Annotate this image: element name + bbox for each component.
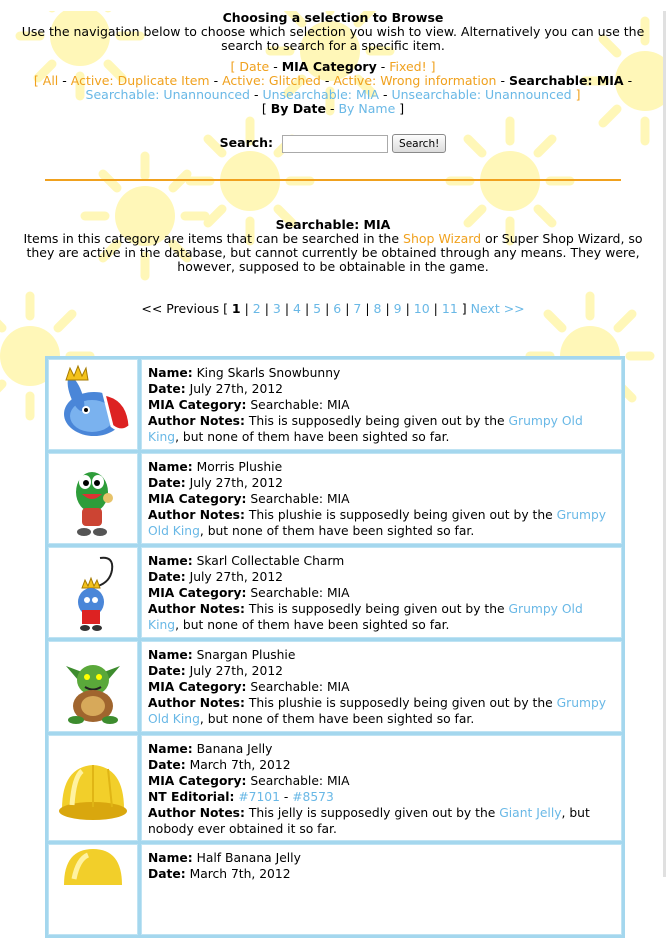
search-input[interactable] [282,135,388,153]
nt-editorial-link[interactable]: #8573 [292,790,334,804]
nav-line-2: [ All - Active: Duplicate Item - Active: Glitched - Active: Wrong information - Searchable: MIA - Searchable: Unannounced - Unsearchable: MIA - Unsearchable: Unannounced ] [33,73,633,102]
item-name: Skarl Collectable Charm [196,554,345,568]
grumpy-old-king-link[interactable]: Grumpy Old King [148,414,583,444]
item-info: Name: Morris Plushie Date: July 27th, 2012 MIA Category: Searchable: MIA Author Notes: This plushie is supposedly being given out by the Grumpy Old King, but none of them have been sighted so far. [141,453,622,544]
item-name: Half Banana Jelly [196,851,301,865]
item-date: July 27th, 2012 [189,382,283,396]
item-date: July 27th, 2012 [189,476,283,490]
item-date: July 27th, 2012 [189,570,283,584]
nav-mia-category: MIA Category [281,59,377,74]
list-item [48,735,622,841]
item-name: Banana Jelly [196,742,273,756]
item-info: Name: King Skarls Snowbunny Date: July 27th, 2012 MIA Category: Searchable: MIA Author Notes: This is supposedly being given out by the Grumpy Old King, but none of them have been sighted so far. [141,359,622,450]
morris-plushie-icon [52,458,134,540]
list-item [48,453,622,544]
pagination: << Previous [ 1 | 2 | 3 | 4 | 5 | 6 | 7 | 8 | 9 | 10 | 11 ] Next >> [141,301,525,316]
item-info: Name: Half Banana Jelly Date: March 7th, 2012 [141,844,622,935]
item-image [48,453,138,544]
item-name: King Skarls Snowbunny [196,366,341,380]
nav-by-name-link[interactable]: By Name [338,101,396,116]
nav-searchable-mia: Searchable: MIA [508,73,624,88]
pager-previous: << Previous [141,301,220,316]
skarl-charm-icon [52,552,134,634]
item-name: Snargan Plushie [196,648,296,662]
giant-jelly-link[interactable]: Giant Jelly [499,806,562,820]
nav-active-glitched-link[interactable]: Active: Glitched [222,73,321,88]
item-list [45,356,625,938]
pager-page-4[interactable]: 4 [293,301,301,316]
item-info: Name: Banana Jelly Date: March 7th, 2012 MIA Category: Searchable: MIA NT Editorial: #7101 - #8573 Author Notes: This jelly is supposedly given out by the Giant Jelly, but nobody ever obtained it so far. [141,735,622,841]
nav-all-link[interactable]: All [42,73,59,88]
nav-date-link[interactable]: Date [239,59,270,74]
nt-editorial-link[interactable]: #7101 [238,790,280,804]
item-category: Searchable: MIA [250,492,350,506]
nav-line-3: [ By Date - By Name ] [261,101,405,116]
half-banana-jelly-icon [52,845,134,927]
banana-jelly-icon [52,747,134,829]
nav-active-wrong-info-link[interactable]: Active: Wrong information [333,73,497,88]
nav-unsearchable-unannounced-link[interactable]: Unsearchable: Unannounced [391,87,572,102]
item-image [48,359,138,450]
grumpy-old-king-link[interactable]: Grumpy Old King [148,508,607,538]
search-form [0,133,666,153]
section-title: Searchable: MIA [275,217,391,232]
pager-page-5[interactable]: 5 [313,301,322,316]
intro-text: Use the navigation below to choose which selection you wish to view. Alternatively you can use the search to search for a specific item. [21,24,645,53]
pager-page-8[interactable]: 8 [373,301,382,316]
section-description: Items in this category are items that can be searched in the Shop Wizard or Super Shop Wizard, so they are active in the database, but cannot currently be obtained through any means. They were, however, supposed to be obtainable in the game. [23,231,643,274]
page-title: Choosing a selection to Browse [222,10,444,25]
item-category: Searchable: MIA [250,774,350,788]
item-category: Searchable: MIA [250,680,350,694]
nav-searchable-unannounced-link[interactable]: Searchable: Unannounced [85,87,250,102]
search-button[interactable]: Search! [392,134,446,153]
nav-unsearchable-mia-link[interactable]: Unsearchable: MIA [262,87,380,102]
snargan-plushie-icon [52,646,134,728]
pager-next-link[interactable]: Next >> [470,301,525,316]
snowbunny-icon [52,364,134,446]
pager-page-11[interactable]: 11 [441,301,458,316]
item-image [48,641,138,732]
pager-page-6[interactable]: 6 [333,301,342,316]
pager-page-2[interactable]: 2 [252,301,261,316]
search-label: Search: [219,135,274,150]
item-category: Searchable: MIA [250,398,350,412]
pager-page-3[interactable]: 3 [272,301,281,316]
nav-line-1: [ Date - MIA Category - Fixed! ] [230,59,436,74]
item-image [48,735,138,841]
pager-page-10[interactable]: 10 [413,301,430,316]
item-name: Morris Plushie [196,460,283,474]
item-info: Name: Skarl Collectable Charm Date: July 27th, 2012 MIA Category: Searchable: MIA Author Notes: This is supposedly being given out by the Grumpy Old King, but none of them have been sighted so far. [141,547,622,638]
item-image [48,844,138,935]
list-item [48,844,622,935]
pager-page-7[interactable]: 7 [353,301,362,316]
pager-page-9[interactable]: 9 [393,301,402,316]
grumpy-old-king-link[interactable]: Grumpy Old King [148,696,607,726]
nav-fixed-link[interactable]: Fixed! [389,59,427,74]
divider [45,179,621,181]
list-item [48,641,622,732]
list-item [48,547,622,638]
item-date: March 7th, 2012 [189,867,291,881]
item-category: Searchable: MIA [250,586,350,600]
item-date: March 7th, 2012 [189,758,291,772]
item-date: July 27th, 2012 [189,664,283,678]
nav-active-duplicate-link[interactable]: Active: Duplicate Item [70,73,210,88]
nav-by-date: By Date [270,101,326,116]
list-item [48,359,622,450]
grumpy-old-king-link[interactable]: Grumpy Old King [148,602,583,632]
pager-current: 1 [231,301,241,316]
item-image [48,547,138,638]
shop-wizard-link[interactable]: Shop Wizard [403,231,482,246]
item-info: Name: Snargan Plushie Date: July 27th, 2012 MIA Category: Searchable: MIA Author Notes: This plushie is supposedly being given out by the Grumpy Old King, but none of them have been sighted so far. [141,641,622,732]
